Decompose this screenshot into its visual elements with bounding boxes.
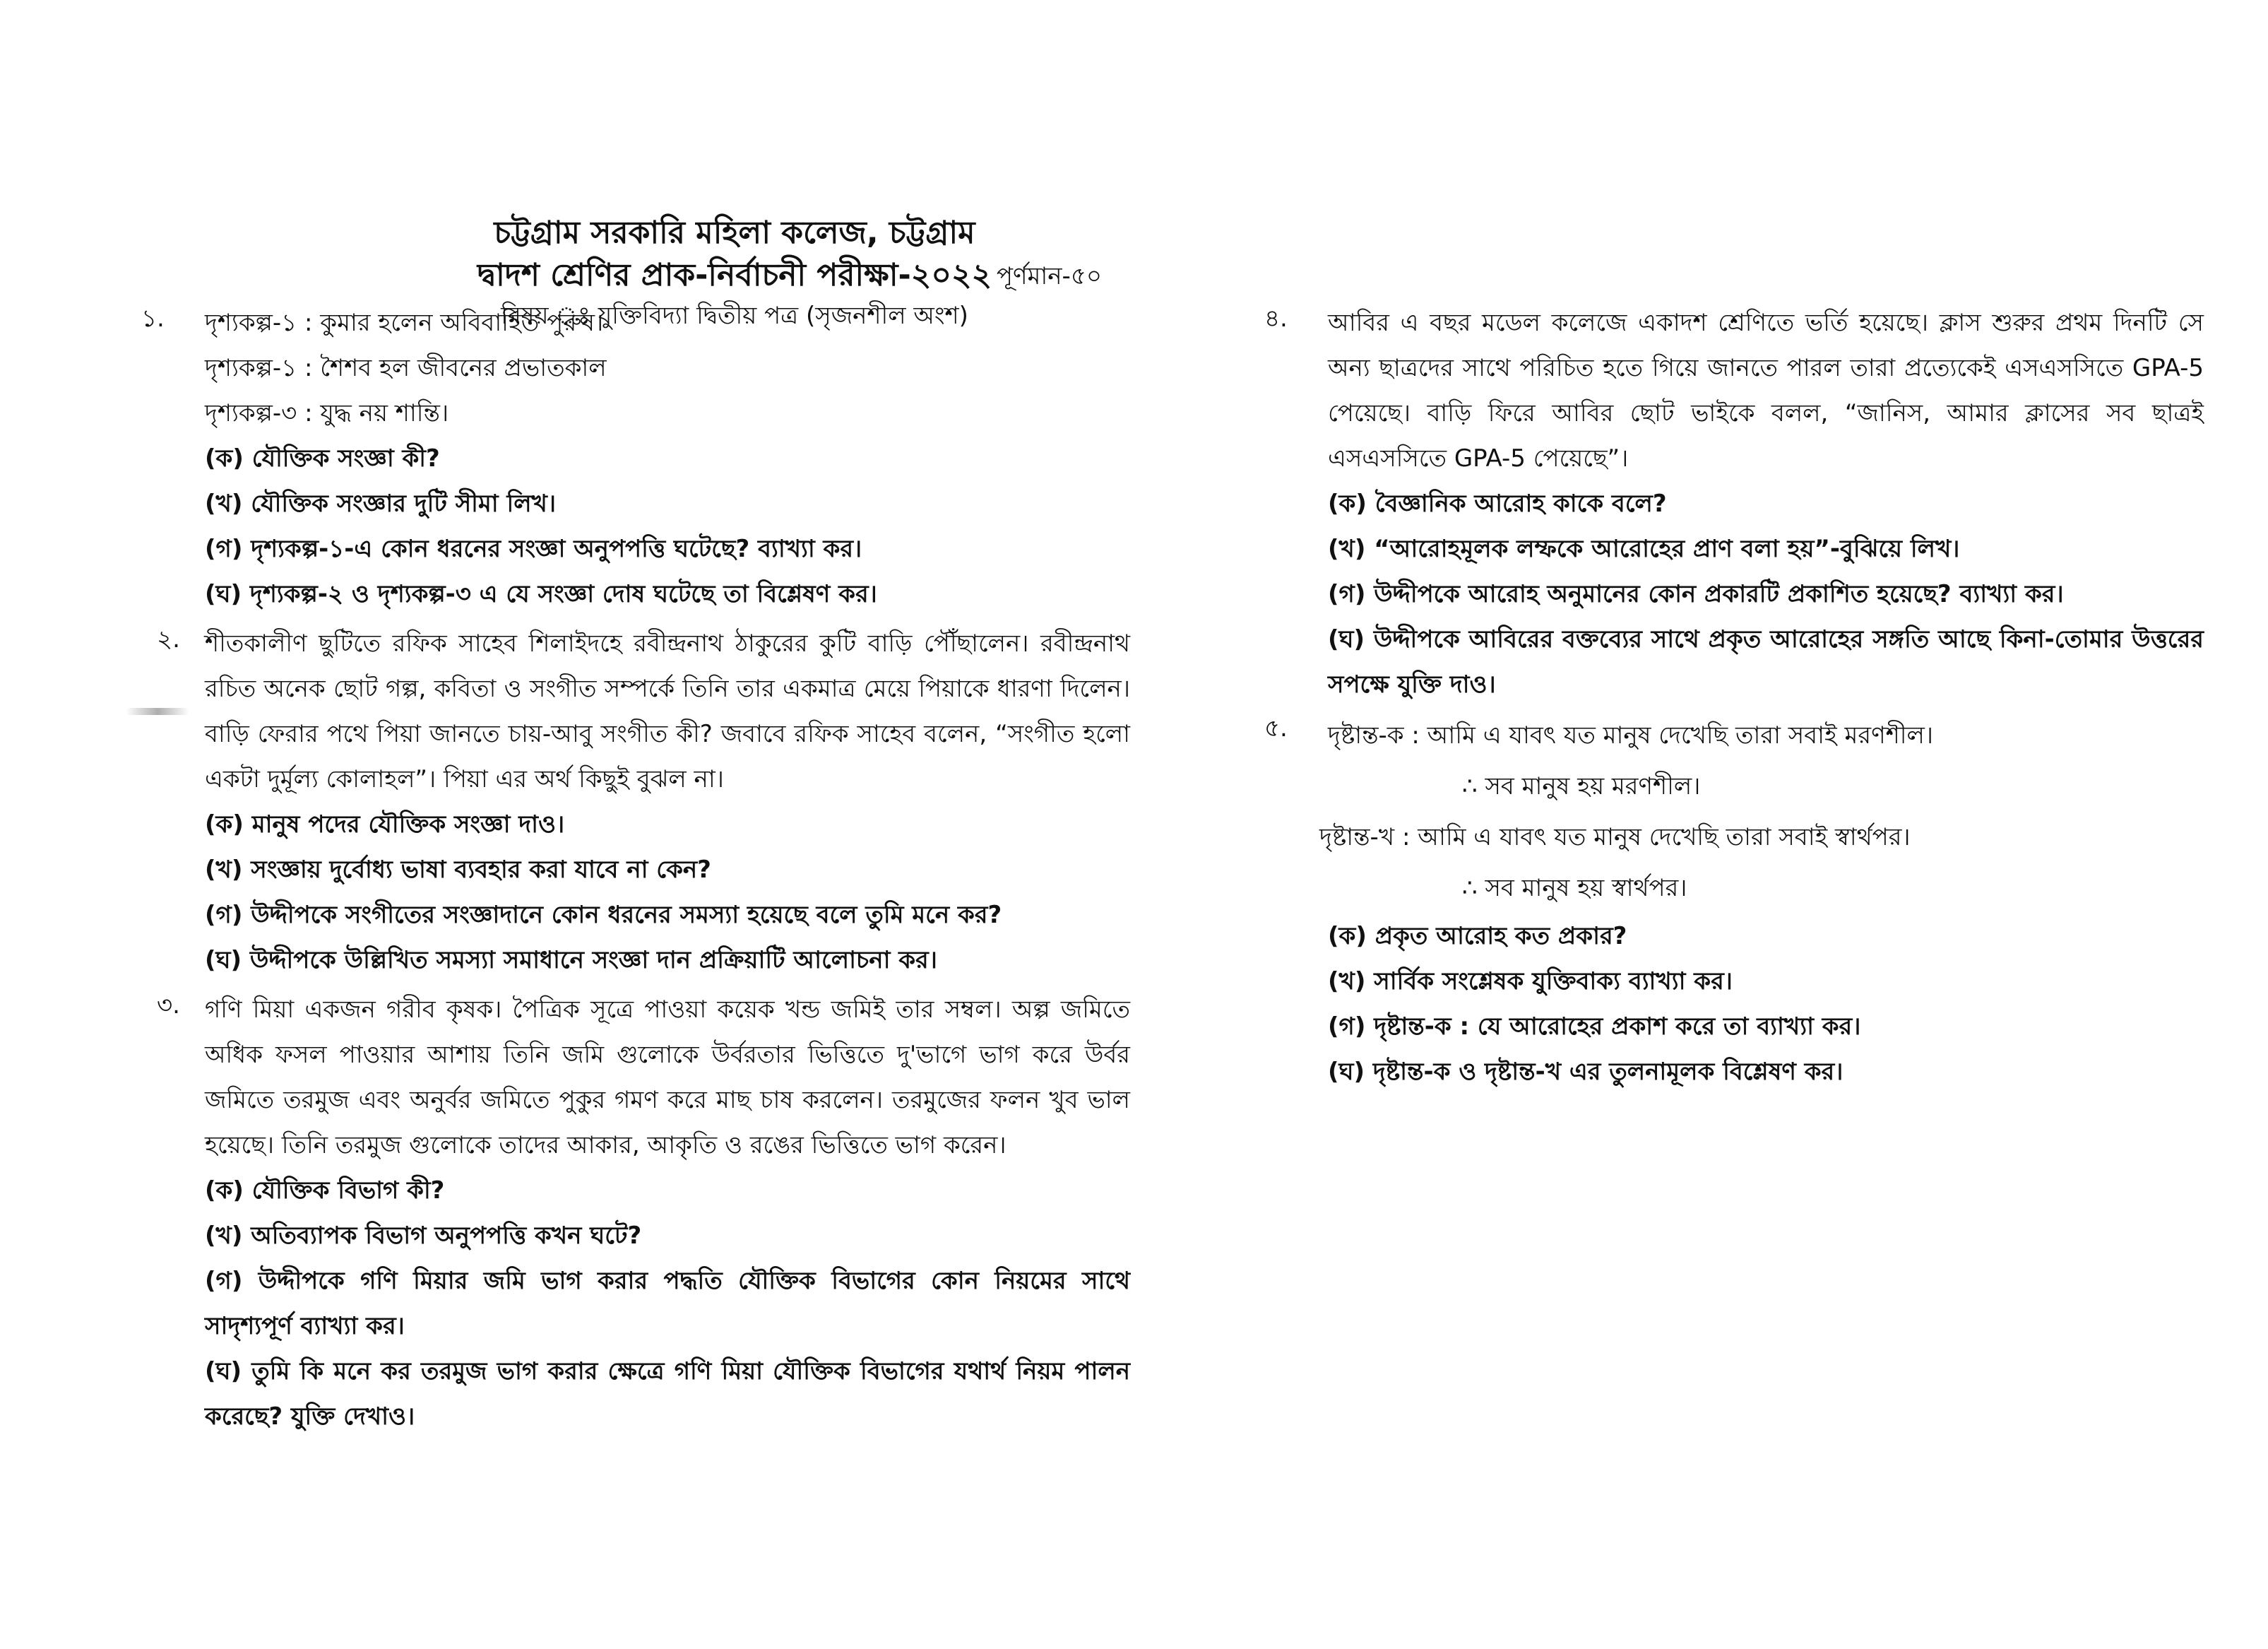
stimulus-paragraph: গণি মিয়া একজন গরীব কৃষক। পৈত্রিক সূত্রে পাওয়া কয়েক খন্ড জমিই তার সম্বল। অল্প জমিতে অধিক ফসল পাওয়ার আশায় তিনি জমি গুলোকে উর্বরতার ভিত্তিতে দু'ভাগে ভাগ করে উর্বর জমিতে তরমুজ এবং অনুর্বর জমিতে পুকুর গমণ করে মাছ চাষ করলেন। তরমুজের ফলন খুব ভাল হয়েছে। তিনি তরমুজ গুলোকে তাদের আকার, আকৃতি ও রঙের ভিত্তিতে ভাগ করেন। bbox=[205, 995, 1130, 1159]
example-ka: দৃষ্টান্ত-ক : আমি এ যাবৎ যত মানুষ দেখেছি তারা সবাই মরণশীল। bbox=[1328, 721, 1933, 750]
sub-question-kha: (খ) অতিব্যাপক বিভাগ অনুপপত্তি কখন ঘটে? bbox=[205, 1222, 642, 1250]
question-3 bbox=[141, 987, 1130, 1439]
sub-question-gha: (ঘ) উদ্দীপকে আবিরের বক্তব্যের সাথে প্রকৃত আরোহের সঙ্গতি আছে কিনা-তোমার উত্তরের সপক্ষে যুক্তি দাও। bbox=[1328, 625, 2204, 699]
sub-question-ka: (ক) যৌক্তিক সংজ্ঞা কী? bbox=[205, 444, 440, 473]
right-column bbox=[1264, 300, 2204, 1094]
stimulus-paragraph: শীতকালীণ ছুটিতে রফিক সাহেব শিলাইদহে রবীন্দ্রনাথ ঠাকুরের কুটি বাড়ি পৌঁছালেন। রবীন্দ্রনাথ রচিত অনেক ছোট গল্প, কবিতা ও সংগীত সম্পর্কে তিনি তার একমাত্র মেয়ে পিয়াকে ধারণা দিলেন। বাড়ি ফেরার পথে পিয়া জানতে চায়-আবু সংগীত কী? জবাবে রফিক সাহেব বলেন, “সংগীত হলো একটা দুর্মূল্য কোলাহল”। পিয়া এর অর্থ কিছুই বুঝল না। bbox=[205, 630, 1130, 793]
stimulus-paragraph: আবির এ বছর মডেল কলেজে একাদশ শ্রেণিতে ভর্তি হয়েছে। ক্লাস শুরুর প্রথম দিনটি সে অন্য ছাত্রদের সাথে পরিচিত হতে গিয়ে জানতে পারল তারা প্রত্যেকেই এসএসসিতে GPA-5 পেয়েছে। বাড়ি ফিরে আবির ছোট ভাইকে বলল, “জানিস, আমার ক্লাসের সব ছাত্রই এসএসসিতে GPA-5 পেয়েছে”। bbox=[1328, 309, 2204, 473]
question-1 bbox=[141, 300, 1130, 617]
scenario-line: দৃশ্যকল্প-৩ : যুদ্ধ নয় শান্তি। bbox=[205, 399, 449, 427]
college-name: চট্টগ্রাম সরকারি মহিলা কলেজ, চট্টগ্রাম bbox=[494, 215, 975, 251]
sub-question-ga: (গ) উদ্দীপকে গণি মিয়ার জমি ভাগ করার পদ্ধতি যৌক্তিক বিভাগের কোন নিয়মের সাথে সাদৃশ্যপূর্ণ ব্যাখ্যা কর। bbox=[205, 1267, 1130, 1340]
conclusion-kha: ∴ সব মানুষ হয় স্বার্থপর। bbox=[1462, 874, 1687, 902]
scenario-line: দৃশ্যকল্প-১ : শৈশব হল জীবনের প্রভাতকাল bbox=[205, 354, 607, 382]
question-number: ৩. bbox=[157, 991, 180, 1019]
question-4 bbox=[1264, 300, 2204, 707]
scenario-line: দৃশ্যকল্প-১ : কুমার হলেন অবিবাহিত পুরুষ। bbox=[205, 309, 604, 337]
question-5 bbox=[1264, 710, 2204, 1094]
sub-question-kha: (খ) সংজ্ঞায় দুর্বোধ্য ভাষা ব্যবহার করা যাবে না কেন? bbox=[205, 856, 711, 884]
conclusion-ka: ∴ সব মানুষ হয় মরণশীল। bbox=[1462, 772, 1701, 800]
sub-question-ka: (ক) প্রকৃত আরোহ কত প্রকার? bbox=[1328, 922, 1627, 950]
sub-question-ga: (গ) উদ্দীপকে আরোহ অনুমানের কোন প্রকারটি প্রকাশিত হয়েছে? ব্যাখ্যা কর। bbox=[1328, 580, 2064, 608]
sub-question-ga: (গ) দৃশ্যকল্প-১-এ কোন ধরনের সংজ্ঞা অনুপপত্তি ঘটেছে? ব্যাখ্যা কর। bbox=[205, 535, 862, 563]
sub-question-kha: (খ) সার্বিক সংশ্লেষক যুক্তিবাক্য ব্যাখ্যা কর। bbox=[1328, 967, 1733, 995]
exam-title: দ্বাদশ শ্রেণির প্রাক-নির্বাচনী পরীক্ষা-২০২২ bbox=[477, 257, 992, 293]
question-number: ৪. bbox=[1264, 305, 1288, 333]
left-column bbox=[141, 300, 1130, 1439]
question-2 bbox=[141, 621, 1130, 983]
sub-question-gha: (ঘ) দৃশ্যকল্প-২ ও দৃশ্যকল্প-৩ এ যে সংজ্ঞা দোষ ঘটেছে তা বিশ্লেষণ কর। bbox=[205, 580, 877, 608]
question-number: ১. bbox=[141, 305, 165, 333]
sub-question-ga: (গ) উদ্দীপকে সংগীতের সংজ্ঞাদানে কোন ধরনের সমস্যা হয়েছে বলে তুমি মনে কর? bbox=[205, 901, 1002, 929]
question-number: ৫. bbox=[1264, 714, 1288, 743]
sub-question-gha: (ঘ) দৃষ্টান্ত-ক ও দৃষ্টান্ত-খ এর তুলনামূলক বিশ্লেষণ কর। bbox=[1328, 1058, 1844, 1086]
example-kha: দৃষ্টান্ত-খ : আমি এ যাবৎ যত মানুষ দেখেছি তারা সবাই স্বার্থপর। bbox=[1319, 823, 1911, 851]
sub-question-gha: (ঘ) তুমি কি মনে কর তরমুজ ভাগ করার ক্ষেত্রে গণি মিয়া যৌক্তিক বিভাগের যথার্থ নিয়ম পালন করেছে? যুক্তি দেখাও। bbox=[205, 1357, 1130, 1431]
sub-question-ga: (গ) দৃষ্টান্ত-ক : যে আরোহের প্রকাশ করে তা ব্যাখ্যা কর। bbox=[1328, 1012, 1861, 1041]
full-marks: পূর্ণমান-৫০ bbox=[996, 262, 1102, 290]
subject-line: বিষয় ঃ যুক্তিবিদ্যা দ্বিতীয় পত্র (সৃজনশীল অংশ) bbox=[501, 302, 968, 330]
sub-question-kha: (খ) যৌক্তিক সংজ্ঞার দুটি সীমা লিখ। bbox=[205, 490, 557, 518]
sub-question-ka: (ক) মানুষ পদের যৌক্তিক সংজ্ঞা দাও। bbox=[205, 810, 565, 839]
sub-question-ka: (ক) বৈজ্ঞানিক আরোহ কাকে বলে? bbox=[1328, 490, 1667, 518]
sub-question-ka: (ক) যৌক্তিক বিভাগ কী? bbox=[205, 1176, 445, 1205]
question-number: ২. bbox=[157, 625, 180, 654]
sub-question-gha: (ঘ) উদ্দীপকে উল্লিখিত সমস্যা সমাধানে সংজ্ঞা দান প্রক্রিয়াটি আলোচনা কর। bbox=[205, 946, 937, 974]
sub-question-kha: (খ) “আরোহমূলক লম্ফকে আরোহের প্রাণ বলা হয়”-বুঝিয়ে লিখ। bbox=[1328, 535, 1960, 563]
